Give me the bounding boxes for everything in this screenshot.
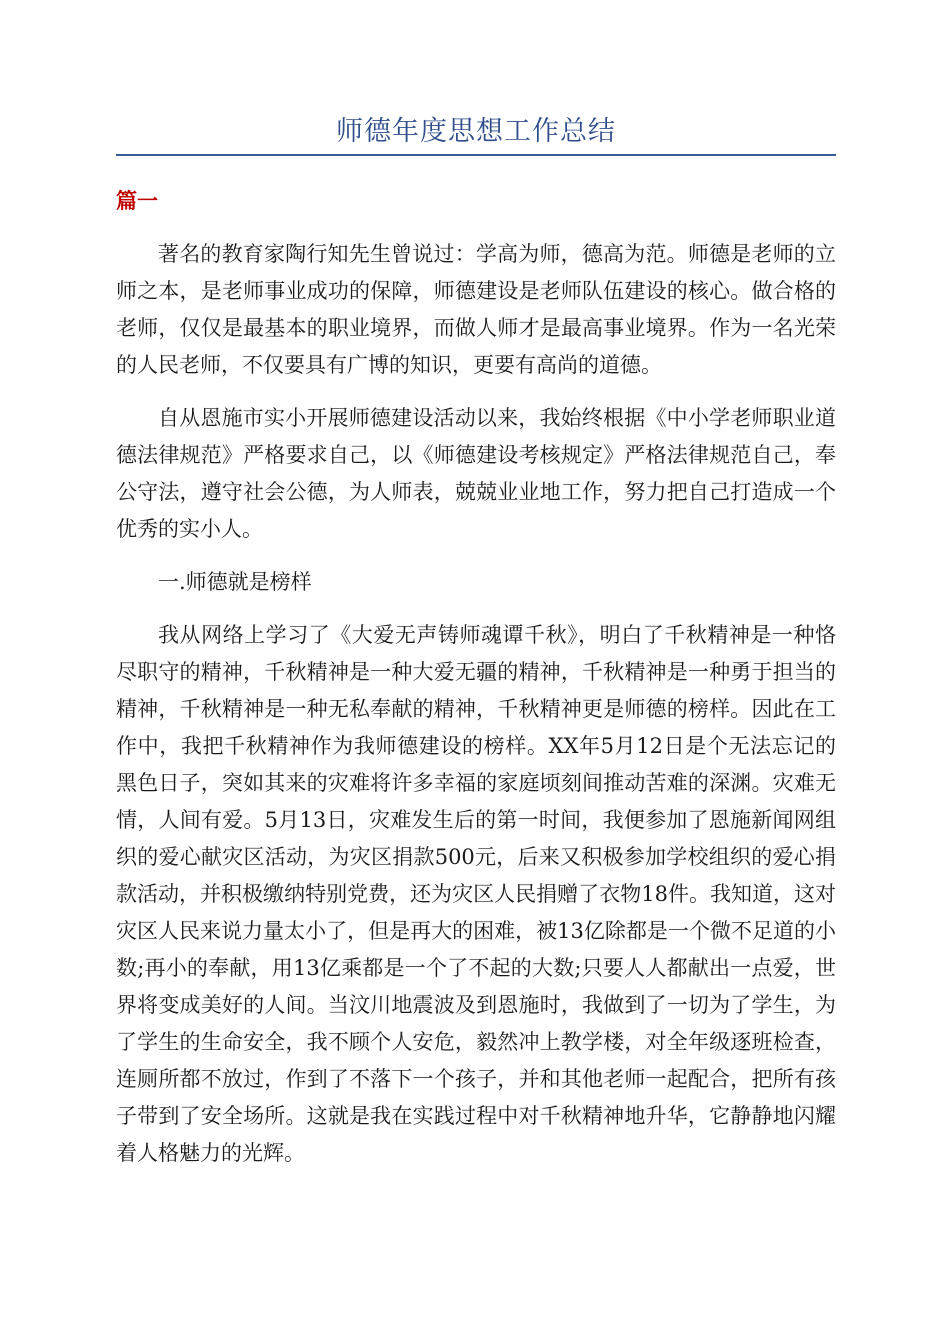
subheading-role-model: 一.师德就是榜样 (158, 570, 312, 594)
title-underline (116, 154, 836, 156)
document-page (116, 0, 836, 1172)
page-title: 师德年度思想工作总结 (336, 116, 616, 147)
section-heading: 篇一 (116, 189, 158, 213)
paragraph-qianqiu-spirit: 我从网络上学习了《大爱无声铸师魂谭千秋》，明白了千秋精神是一种恪尽职守的精神，千秋精神是一种大爱无疆的精神，千秋精神是一种勇于担当的精神，千秋精神是一种无私奉献的精神，千秋精神更是师德的榜样。因此在工作中，我把千秋精神作为我师德建设的榜样。XX年5月12日是个无法忘记的黑色日子，突如其来的灾难将许多幸福的家庭顷刻间推动苦难的深渊。灾难无情，人间有爱。5月13日，灾难发生后的第一时间，我便参加了恩施新闻网组织的爱心献灾区活动，为灾区捐款500元，后来又积极参加学校组织的爱心捐款活动，并积极缴纳特别党费，还为灾区人民捐赠了衣物18件。我知道，这对灾区人民来说力量太小了，但是再大的困难，被13亿除都是一个微不足道的小数;再小的奉献，用13亿乘都是一个了不起的大数;只要人人都献出一点爱，世界将变成美好的人间。当汶川地震波及到恩施时，我做到了一切为了学生，为了学生的生命安全，我不顾个人安危，毅然冲上教学楼，对全年级逐班检查，连厕所都不放过，作到了不落下一个孩子，并和其他老师一起配合，把所有孩子带到了安全场所。这就是我在实践过程中对千秋精神地升华，它静静地闪耀着人格魅力的光辉。 (116, 623, 836, 1165)
paragraph-activities: 自从恩施市实小开展师德建设活动以来，我始终根据《中小学老师职业道德法律规范》严格要求自己，以《师德建设考核规定》严格法律规范自己，奉公守法，遵守社会公德，为人师表，兢兢业业地工作，努力把自己打造成一个优秀的实小人。 (116, 406, 836, 541)
paragraph-intro: 著名的教育家陶行知先生曾说过：学高为师，德高为范。师德是老师的立师之本，是老师事业成功的保障，师德建设是老师队伍建设的核心。做合格的老师，仅仅是最基本的职业境界，而做人师才是最高事业境界。作为一名光荣的人民老师，不仅要具有广博的知识，更要有高尚的道德。 (116, 242, 836, 377)
